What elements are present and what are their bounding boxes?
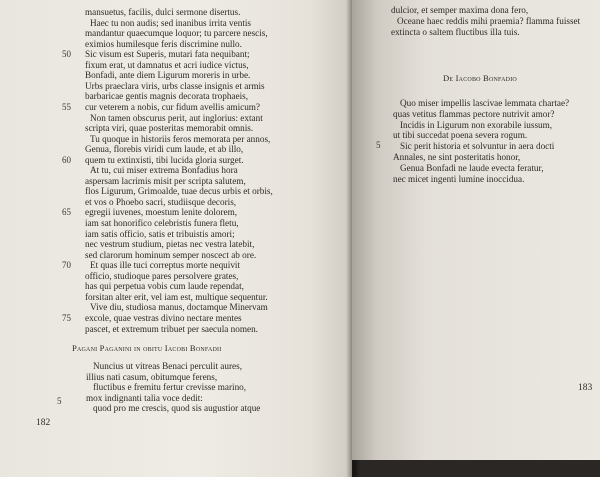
left-poem-line: Non tamen obscurus perit, aut inglorius: extant (90, 112, 263, 123)
left-poem-line: Sic visum est Superis, mutari fata nequibant; (85, 49, 250, 60)
left-line-number: 60 (62, 154, 71, 165)
left-poem-line: pascet, et extremum tribuet per saecula nomen. (85, 323, 258, 334)
right-page (352, 0, 600, 460)
left-line-number: 75 (62, 312, 71, 323)
left-poem-line: mandantur quaecumque loquor; tu parcere nescis, (85, 28, 268, 39)
left-poem2-line: illius nati casum, obitumque ferens, (86, 371, 218, 382)
left-poem2-line: quod pro me crescis, quod sis augustior atque (93, 403, 261, 414)
right-page-number: 183 (578, 383, 593, 393)
left-poem-line: nec vestrum studium, pietas nec vestra latebit, (85, 239, 255, 250)
left-poem-line: egregii iuvenes, moestum lenite dolorem, (85, 207, 238, 218)
right-top-line: Oceane haec reddis mihi praemia? flamma fuisset (397, 16, 581, 26)
right-poem-line: quas vetitus flammas pectore nutrivit amor? (393, 108, 555, 119)
right-top-line: dulcior, et semper maxima dona fero, (391, 5, 529, 15)
left-poem-line: quem tu extinxisti, tibi lucida gloria surget. (85, 154, 244, 165)
left-poem-line: Et quas ille tuci correptus morte nequivit (90, 260, 241, 271)
left-poem-line: barbaricae gentis magnis decorata trophaeis, (85, 91, 249, 102)
left-poem-line: At tu, cui miser extrema Bonfadius hora (90, 165, 238, 176)
right-poem-line: Genua Bonfadi ne laude evecta feratur, (400, 162, 544, 173)
left-section-heading: Pagani Paganini in obitu Iacobi Bonfadii (72, 343, 222, 353)
left-poem-line: Tu quoque in historiis feros memorata per annos, (90, 133, 271, 144)
left-poem-line: Vive diu, studiosa manus, doctamque Minervam (90, 302, 268, 313)
left-poem-line: mansuetus, facilis, dulci sermone disertus. (85, 7, 241, 17)
left-line-number: 70 (62, 260, 71, 271)
left-poem-line: iam sat honorifico celebristis funera fletu, (85, 218, 239, 228)
left-poem2-line-number: 5 (57, 396, 62, 406)
left-poem-line: officio, studioque pares persolvere grates, (85, 270, 239, 281)
right-poem-line: Quo miser impellis lascivae lemmata chartae? (400, 98, 570, 108)
right-poem-line: ut tibi succedat poena severa rogum. (393, 130, 528, 141)
left-poem2-line: fluctibus e fremitu fertur crevisse marino, (93, 382, 247, 393)
right-section-heading: De Iacobo Bonfadio (443, 73, 517, 83)
left-poem-line: fixum erat, ut damnatus et acri iudice victus, (85, 59, 249, 70)
left-poem-line: excole, quae vestras divino nectare mentes (85, 312, 242, 323)
left-poem-line: iam satis officio, satis et tribuistis amori; (85, 228, 235, 239)
right-poem-line: Annales, ne sint posteritatis honor, (393, 152, 521, 162)
left-poem-line: Haec tu non audis; sed inanibus irrita ventis (90, 17, 252, 28)
right-poem-line: nec micet ingenti lumine inoccidua. (393, 173, 525, 184)
left-poem-line: has qui perpetua vobis cum laude rependat, (85, 281, 244, 292)
left-poem-line: forsitan alter erit, vel iam est, multique sequentur. (85, 291, 268, 302)
right-poem-line: Sic perit historia et solvuntur in aera docti (400, 141, 555, 152)
left-poem2-line: Nuncius ut vitreas Benaci perculit aures, (93, 361, 242, 371)
left-line-number: 55 (62, 101, 71, 112)
left-line-number: 65 (62, 207, 71, 218)
left-poem-line: Genua, florebis viridi cum laude, et ab illo, (85, 144, 244, 155)
left-poem-line: Urbs praeclara viris, urbs classe insignis et armis (85, 80, 265, 91)
right-poem-line: Incidis in Ligurum non exorabile iussum, (400, 119, 553, 130)
left-line-number: 50 (62, 49, 71, 60)
left-poem-line: scripta viri, quae posteritas memorabit omnis. (85, 123, 254, 134)
left-poem-line: et vos o Phoebo sacri, studiisque decoris, (85, 196, 237, 207)
left-poem-line: Bonfadi, ante diem Ligurum moreris in urbe. (85, 70, 251, 81)
right-top-line: extincta o saltem fluctibus illa tuis. (391, 27, 520, 37)
left-poem-line: flos Ligurum, Grimoalde, tuae decus urbis et orbis, (85, 186, 273, 197)
left-poem-line: cur veterem a nobis, cur fidum avellis amicum? (85, 101, 261, 112)
left-poem-line: sed clarorum hominum semper noscect ab ore. (85, 249, 257, 260)
right-poem-line-number: 5 (376, 140, 381, 150)
left-page-number: 182 (36, 418, 51, 428)
left-poem-line: aspersam lacrimis misit per scripta salutem, (85, 175, 246, 186)
left-poem-line: eximios humilesque feris discrimine nullo. (85, 38, 242, 49)
left-poem2-line: mox indignanti talia voce dedit: (86, 392, 203, 403)
